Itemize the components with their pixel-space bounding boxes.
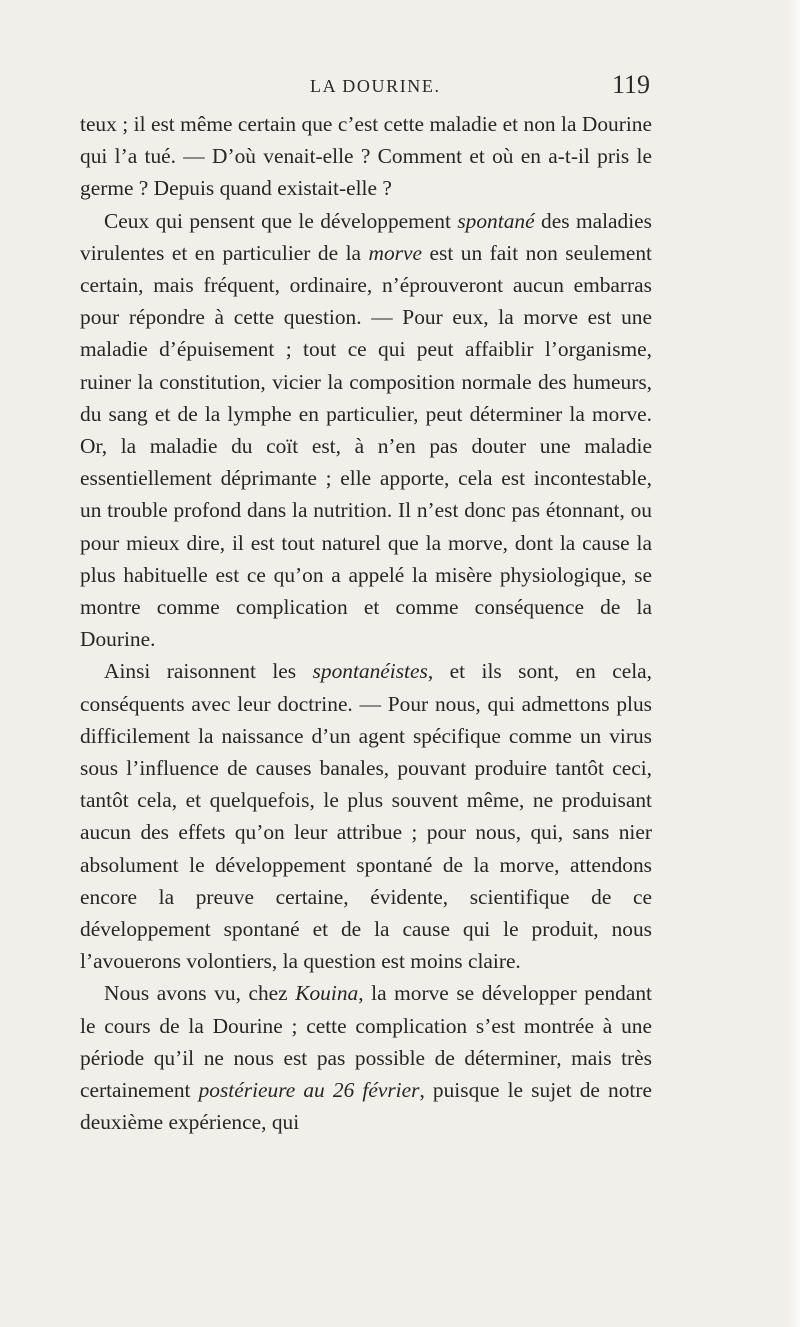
running-title: LA DOURINE. <box>310 76 441 96</box>
paragraph <box>80 108 652 205</box>
text-span: des maladies virulentes et en particulier de la <box>80 208 652 265</box>
text-span: Ceux qui pensent que le développement <box>104 208 458 233</box>
italic-term: spontané <box>457 208 535 233</box>
italic-term: spontanéistes <box>312 659 428 684</box>
text-span: , puisque le sujet de notre deuxième expérience, qui <box>80 1078 652 1135</box>
body-text <box>80 108 652 1139</box>
italic-term: Kouina <box>295 981 359 1006</box>
text-span: est un fait non seulement certain, mais fréquent, ordinaire, n’éprouveront aucun embarras pour répondre à cette question. — Pour eux, la morve est une maladie d’épuisement ; tout ce qui peut affaiblir l’organisme, ruiner la constitution, vicier la composition normale des humeurs, du sang et de la lymphe en particulier, peut déterminer la morve. Or, la maladie du coït est, à n’en pas douter une maladie essentiellement déprimante ; elle apporte, cela est incontestable, un trouble profond dans la nutrition. Il n’est donc pas étonnant, ou pour mieux dire, il est tout naturel que la morve, dont la cause la plus habituelle est ce qu’on a appelé la misère physiologique, se montre comme complication et comme conséquence de la Dourine. <box>80 240 652 652</box>
paragraph <box>80 655 652 977</box>
text-span: , et ils sont, en cela, conséquents avec leur doctrine. — Pour nous, qui admettons plus difficilement la naissance d’un agent spécifique comme un virus sous l’influence de causes banales, pouvant produire tantôt ceci, tantôt cela, et quelquefois, le plus souvent même, ne produisant aucun des effets qu’on leur attribue ; pour nous, qui, sans nier absolument le développement spontané de la morve, attendons encore la preuve certaine, évidente, scientifique de ce développement spontané et de la cause qui le produit, nous l’avouerons volontiers, la question est moins claire. <box>80 659 652 974</box>
page-edge <box>786 0 800 1327</box>
paragraph <box>80 977 652 1138</box>
text-span: teux ; il est même certain que c’est cette maladie et non la Dourine qui l’a tué. — D’où venait-elle ? Comment et où en a-t-il pris le germe ? Depuis quand existait-elle ? <box>80 112 652 201</box>
text-span: Nous avons vu, chez <box>104 981 296 1006</box>
text-span: , la morve se développer pendant le cours de la Dourine ; cette complication s’est montrée à une période qu’il ne nous est pas possible de déterminer, mais très certainement <box>80 981 652 1103</box>
italic-term: morve <box>368 240 422 265</box>
page-number: 119 <box>611 70 650 99</box>
page-header <box>80 70 652 102</box>
italic-term: postérieure au 26 février <box>198 1078 420 1103</box>
text-span: Ainsi raisonnent les <box>104 659 313 684</box>
paragraph <box>80 205 652 656</box>
